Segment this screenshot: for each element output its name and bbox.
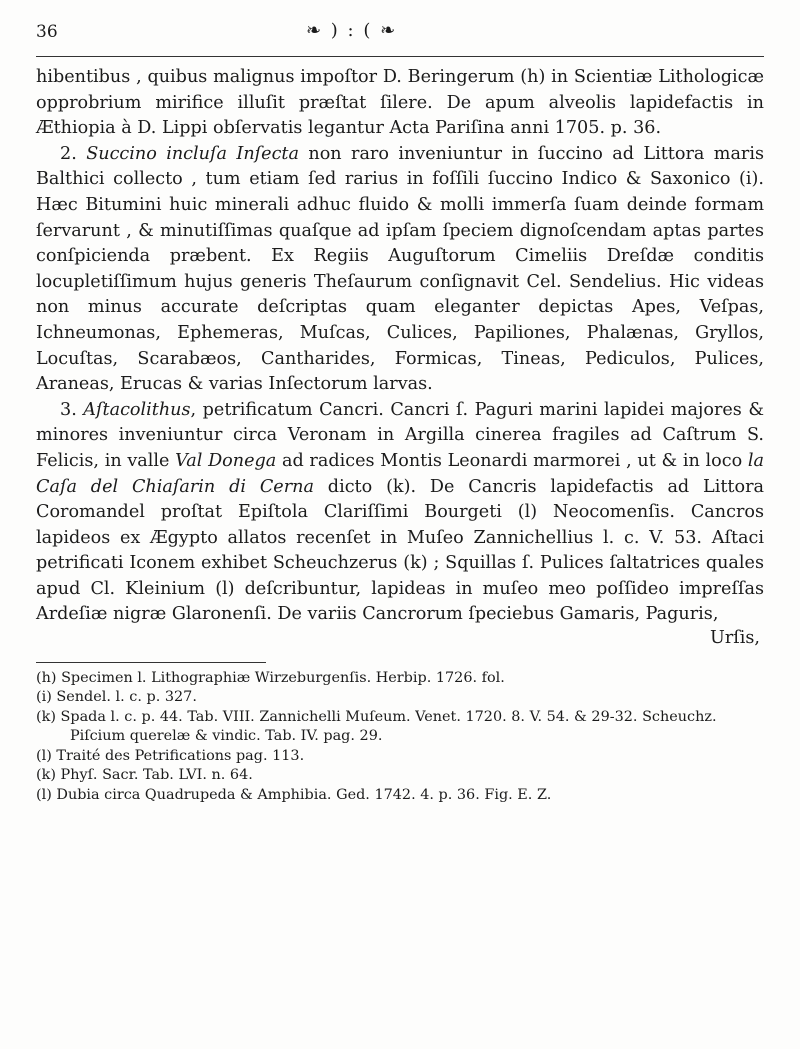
header-ornament: ❧ ) : ( ❧ [306, 20, 398, 41]
paragraph-2-number: 2. [60, 143, 87, 164]
page-header [36, 20, 764, 57]
footnote-l2: (l) Dubia circa Quadrupeda & Amphibia. Ged. 1742. 4. p. 36. Fig. E. Z. [36, 786, 552, 803]
paragraph-3 [36, 398, 764, 628]
footnote-k2: (k) Phyſ. Sacr. Tab. LVI. n. 64. [36, 767, 253, 784]
paragraph-1: hibentibus , quibus malignus impoſtor D. Beringerum (h) in Scientiæ Lithologicæ opprobrium mirifice illuſit præſtat ſilere. De apum alveolis lapidefactis in Æthiopia à D. Lippi obſervatis legantur Acta Pariſina anni 1705. p. 36. [36, 67, 764, 139]
paragraph-2-text: non raro inveniuntur in ſuccino ad Littora maris Balthici collecto , tum etiam ſed rarius in foſſili ſuccino Indico & Saxonico (i). Hæc Bitumini huic minerali adhuc fluido & molli immerſa ſuam deinde formam ſervarunt , & minutiſſimas quaſque ad ipſam ſpeciem dignoſcendam aptas partes conſpicienda præbent. Ex Regiis Auguſtorum Cimeliis Dreſdæ conditis locupletiſſimum hujus generis Theſaurum conſignavit Cel. Sendelius. Hic videas non minus accurate deſcriptas quam eleganter depictas Apes, Veſpas, Ichneumonas, Ephemeras, Muſcas, Culices, Papiliones, Phalænas, Gryllos, Locuſtas, Scarabæos, Cantharides, Formicas, Tineas, Pediculos, Pulices, Araneas, Erucas & varias Inſectorum larvas. [36, 143, 764, 395]
footnotes [36, 669, 764, 806]
main-text [36, 65, 764, 652]
term-val-donega: Val Donega [175, 450, 277, 471]
term-succino: Succino incluſa Inſecta [86, 143, 299, 164]
term-astacolithus: Aſtacolithus [83, 399, 191, 420]
paragraph-3-text-a: , petrificatum Cancri. Cancri ſ. Paguri marini lapidei majores & minores inveniuntur circa Veronam in Argilla cinerea fragiles ad Caſtrum S. Felicis, in valle [36, 399, 764, 471]
footnote-l: (l) Traité des Petrifications pag. 113. [36, 747, 305, 764]
paragraph-3-number: 3. [60, 399, 84, 420]
footnote-h: (h) Specimen l. Lithographiæ Wirzeburgenſis. Herbip. 1726. fol. [36, 669, 505, 686]
catchword: Urſis, [710, 628, 760, 649]
paragraph-3-text-c: dicto (k). De Cancris lapidefactis ad Littora Coromandel proſtat Epiſtola Clariſſimi Bourgeti (l) Neocomenſis. Cancros lapideos ex Ægypto allatos recenſet in Muſeo Zannichellius l. c. V. 53. Aſtaci petrificati Iconem exhibet Scheuchzerus (k) ; Squillas ſ. Pulices ſaltatrices quales apud Cl. Kleinium (l) deſcribuntur, lapideas in muſeo meo poſſideo impreſſas Ardeſiæ nigræ Glaronenſi. De variis Cancrorum ſpeciebus Gamaris, Paguris, [36, 476, 764, 625]
footnote-divider [36, 662, 266, 663]
footnote-k: (k) Spada l. c. p. 44. Tab. VIII. Zannichelli Muſeum. Venet. 1720. 8. V. 54. & 29-32. Scheuchz. Piſcium querelæ & vindic. Tab. IV. pag. 29. [36, 708, 717, 745]
page-number: 36 [36, 22, 58, 42]
paragraph-2 [36, 142, 764, 398]
footnote-i: (i) Sendel. l. c. p. 327. [36, 689, 197, 706]
paragraph-3-text-b: ad radices Montis Leonardi marmorei , ut & in loco [276, 450, 748, 471]
term-casa-chiasarin: la Caſa del Chiaſarin di Cerna [36, 450, 764, 497]
